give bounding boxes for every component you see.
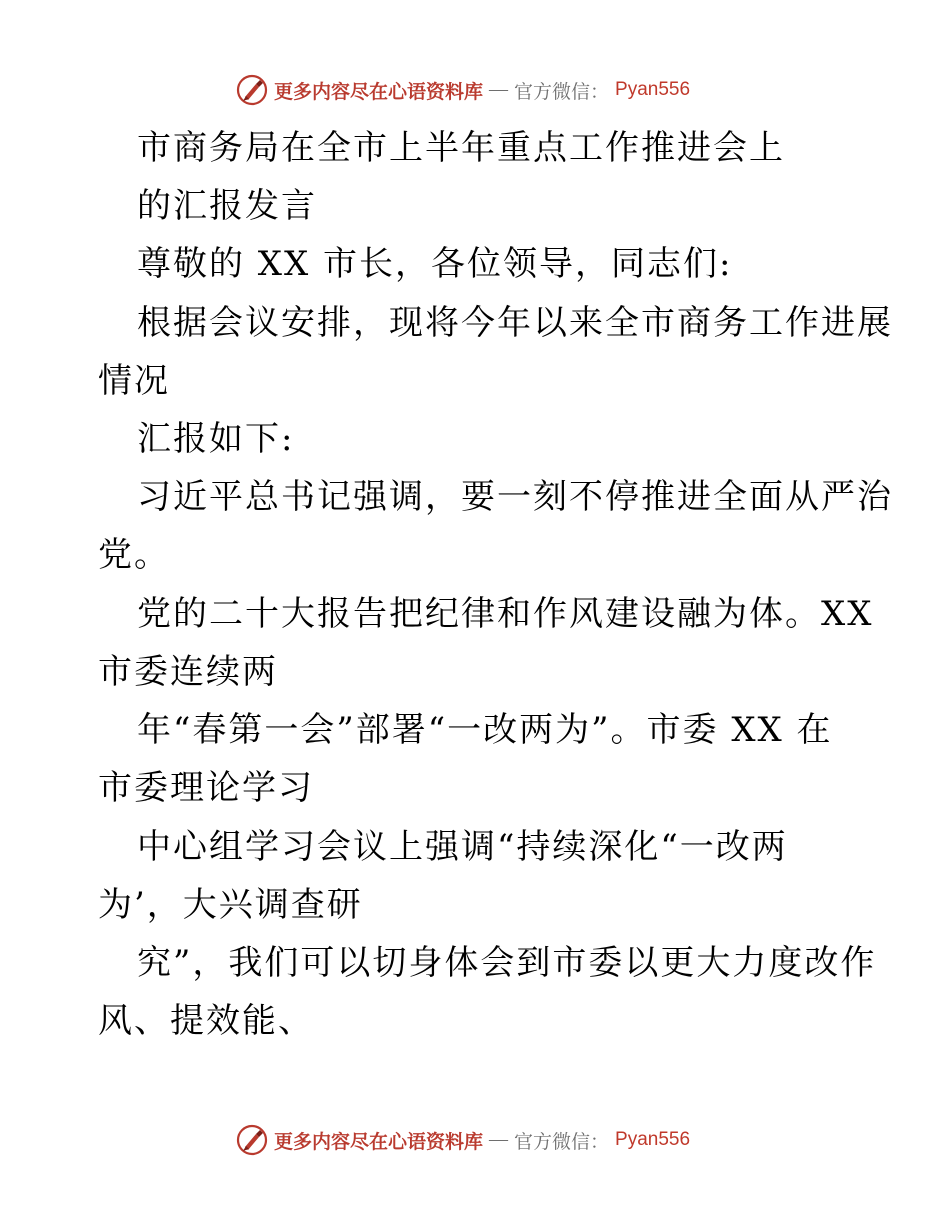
paragraph-line: 究”，我们可以切身体会到市委以更大力度改作 <box>137 943 877 983</box>
paragraph-line: 汇报如下: <box>137 419 295 459</box>
watermark-official-label: 官方微信： <box>514 81 610 103</box>
salutation-line: 尊敬的 XX 市长，各位领导，同志们: <box>137 244 733 284</box>
paragraph-line: 风、提效能、 <box>98 1001 314 1041</box>
document-title-line-1: 市商务局在全市上半年重点工作推进会上 <box>137 128 785 168</box>
watermark-dash: — <box>489 79 509 100</box>
paragraph-line: 年“春第一会”部署“一改两为”。市委 XX 在 <box>137 710 833 750</box>
pen-logo-icon <box>236 1124 268 1156</box>
paragraph-line: 习近平总书记强调，要一刻不停推进全面从严治 <box>137 477 893 517</box>
paragraph-line: 市委连续两 <box>98 652 278 692</box>
document-title-line-2: 的汇报发言 <box>137 186 317 226</box>
watermark-dash: — <box>489 1129 509 1150</box>
footer-watermark <box>236 1123 690 1157</box>
paragraph-line: 为’，大兴调查研 <box>98 885 363 925</box>
watermark-site-text: 更多内容尽在心语资料库 <box>274 1131 484 1153</box>
watermark-site-text: 更多内容尽在心语资料库 <box>274 81 484 103</box>
watermark-wechat-id: Pyan556 <box>615 79 691 100</box>
pen-logo-icon <box>236 74 268 106</box>
paragraph-line: 市委理论学习 <box>98 768 314 808</box>
watermark-wechat-id: Pyan556 <box>615 1129 691 1150</box>
paragraph-line: 根据会议安排，现将今年以来全市商务工作进展 <box>137 303 893 343</box>
paragraph-line: 中心组学习会议上强调“持续深化“一改两 <box>137 827 788 867</box>
paragraph-line: 党。 <box>98 535 170 575</box>
paragraph-line: 情况 <box>98 361 170 401</box>
header-watermark <box>236 73 690 107</box>
watermark-official-label: 官方微信： <box>514 1131 610 1153</box>
paragraph-line: 党的二十大报告把纪律和作风建设融为体。XX <box>137 594 874 634</box>
